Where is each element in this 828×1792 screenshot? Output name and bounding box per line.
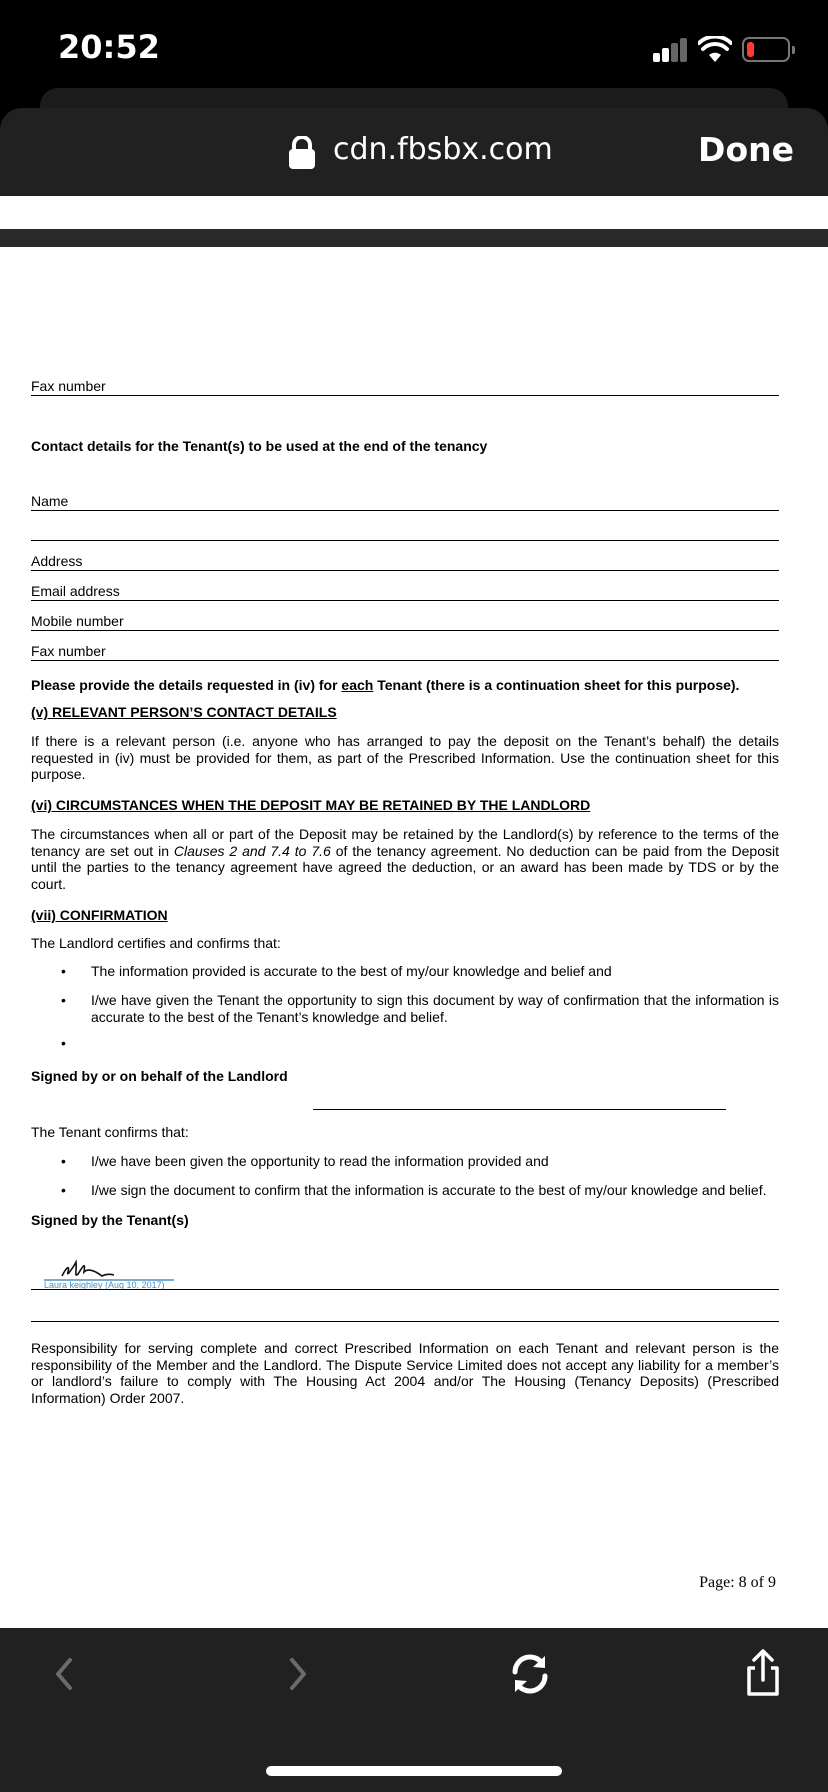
page-divider: [0, 229, 828, 247]
cellular-signal-icon: [653, 38, 689, 62]
home-indicator[interactable]: [266, 1766, 562, 1776]
browser-header: [0, 108, 828, 196]
section-vi-text: The circumstances when all or part of the Deposit may be retained by the Landlord(s) by reference to the terms of the tenancy are set out in Clauses 2 and 7.4 to 7.6 of the tenancy agreement. No deduction can be paid from the Deposit until the parties to the tenancy agreement have agreed the deduction, or an award has been made by TDS or by the court.: [31, 826, 779, 892]
signature-caption: Laura keighley (Aug 10, 2017): [44, 1280, 165, 1290]
landlord-signed-label: Signed by or on behalf of the Landlord: [31, 1068, 288, 1084]
fax-number-field-2: [31, 631, 779, 661]
pdf-viewer[interactable]: Fax number Contact details for the Tenant(s) to be used at the end of the tenancy Name Address Email address Mobile number Fax number Please provide the details requested in (iv) for each Tenant (there is a continuation sheet for this purpose). (v) RELEVANT PERSON’S CONTACT DETAILS If there is a relevant person (i.e. anyone who has arranged to pay the deposit on the Tenant’s behalf) the details requested in (iv) must be provided for them, as part of the Prescribed Information. Use the continuation sheet for this purpose. (vi) CIRCUMSTANCES WHEN THE DEPOSIT MAY BE RETAINED BY THE LANDLORD The circumstances when all or part of the Deposit may be retained by the Landlord(s) by reference to the terms of the tenancy are set out in Clauses 2 and 7.4 to 7.6 of the tenancy agreement. No deduction can be paid from the Deposit until the parties to the tenancy agreement have agreed the deduction, or an award has been made by TDS or by the court. (vii) CONFIRMATION The Landlord certifies and confirms that: • The information provided is accurate to the best of my/our knowledge and belief and • I/we have given the Tenant the opportunity to sign this document by way of confirmation that the information is accurate to the best of the Tenant’s knowledge and belief. • Signed by or on behalf of the Landlord The Tenant confirms that: • I/we have been given the opportunity to read the information provided and • I/we sign the document to confirm that the information is accurate to the best of my/our knowledge and belief. Signed by the Tenant(s) Laura keighley (Aug 10, 2017) Responsibility for serving complete and correct Prescribed Information on each Tenant and relevant person is the responsibility of the Member and the Landlord. The Dispute Service Limited does not accept any liability for a member’s or landlord’s failure to comply with The Housing Act 2004 and/or The Housing (Tenancy Deposits) (Prescribed Information) Order 2007. Page: 8 of 9: [0, 196, 828, 1628]
address-label: Address: [31, 553, 83, 569]
tenant-confirms: The Tenant confirms that:: [31, 1124, 189, 1140]
lock-icon: [288, 136, 316, 170]
fax-number-field: [31, 366, 779, 396]
battery-icon: [742, 37, 790, 62]
name-field-continued: [31, 511, 779, 541]
page-number: Page: 8 of 9: [699, 1574, 776, 1591]
forward-icon[interactable]: [270, 1646, 326, 1702]
share-icon[interactable]: [735, 1646, 791, 1702]
landlord-certifies: The Landlord certifies and confirms that:: [31, 935, 281, 951]
email-field: [31, 571, 779, 601]
address-field: [31, 541, 779, 571]
back-icon[interactable]: [36, 1646, 92, 1702]
mobile-label: Mobile number: [31, 613, 124, 629]
email-label: Email address: [31, 583, 120, 599]
status-time: 20:52: [58, 28, 160, 66]
status-bar: [0, 0, 828, 100]
section-v-heading: (v) RELEVANT PERSON’S CONTACT DETAILS: [31, 704, 337, 720]
section-vi-heading: (vi) CIRCUMSTANCES WHEN THE DEPOSIT MAY BE RETAINED BY THE LANDLORD: [31, 797, 591, 813]
tenant-contact-heading: Contact details for the Tenant(s) to be used at the end of the tenancy: [31, 438, 488, 454]
provide-details-note: Please provide the details requested in (iv) for each Tenant (there is a continuation sheet for this purpose).: [31, 677, 740, 693]
reload-icon[interactable]: [502, 1646, 558, 1702]
landlord-signature-line: [313, 1109, 726, 1110]
url-text[interactable]: cdn.fbsbx.com: [333, 132, 553, 167]
name-field: [31, 481, 779, 511]
tenant-signature-line: [31, 1260, 779, 1290]
fax-number-label-2: Fax number: [31, 643, 106, 659]
done-button[interactable]: Done: [698, 130, 794, 169]
wifi-icon: [698, 36, 732, 64]
responsibility-text: Responsibility for serving complete and correct Prescribed Information on each Tenant and relevant person is the responsibility of the Member and the Landlord. The Dispute Service Limited does not accept any liability for a member’s or landlord’s failure to comply with The Housing Act 2004 and/or The Housing (Tenancy Deposits) (Prescribed Information) Order 2007.: [31, 1340, 779, 1406]
section-vii-heading: (vii) CONFIRMATION: [31, 907, 168, 923]
mobile-field: [31, 601, 779, 631]
browser-toolbar: [0, 1628, 828, 1792]
tenant-signature-line-2: [31, 1292, 779, 1322]
section-v-text: If there is a relevant person (i.e. anyone who has arranged to pay the deposit on the Tenant’s behalf) the details requested in (iv) must be provided for them, as part of the Prescribed Information. Use the continuation sheet for this purpose.: [31, 733, 779, 782]
tenant-signed-label: Signed by the Tenant(s): [31, 1212, 189, 1228]
name-label: Name: [31, 493, 69, 509]
fax-number-label: Fax number: [31, 378, 106, 394]
